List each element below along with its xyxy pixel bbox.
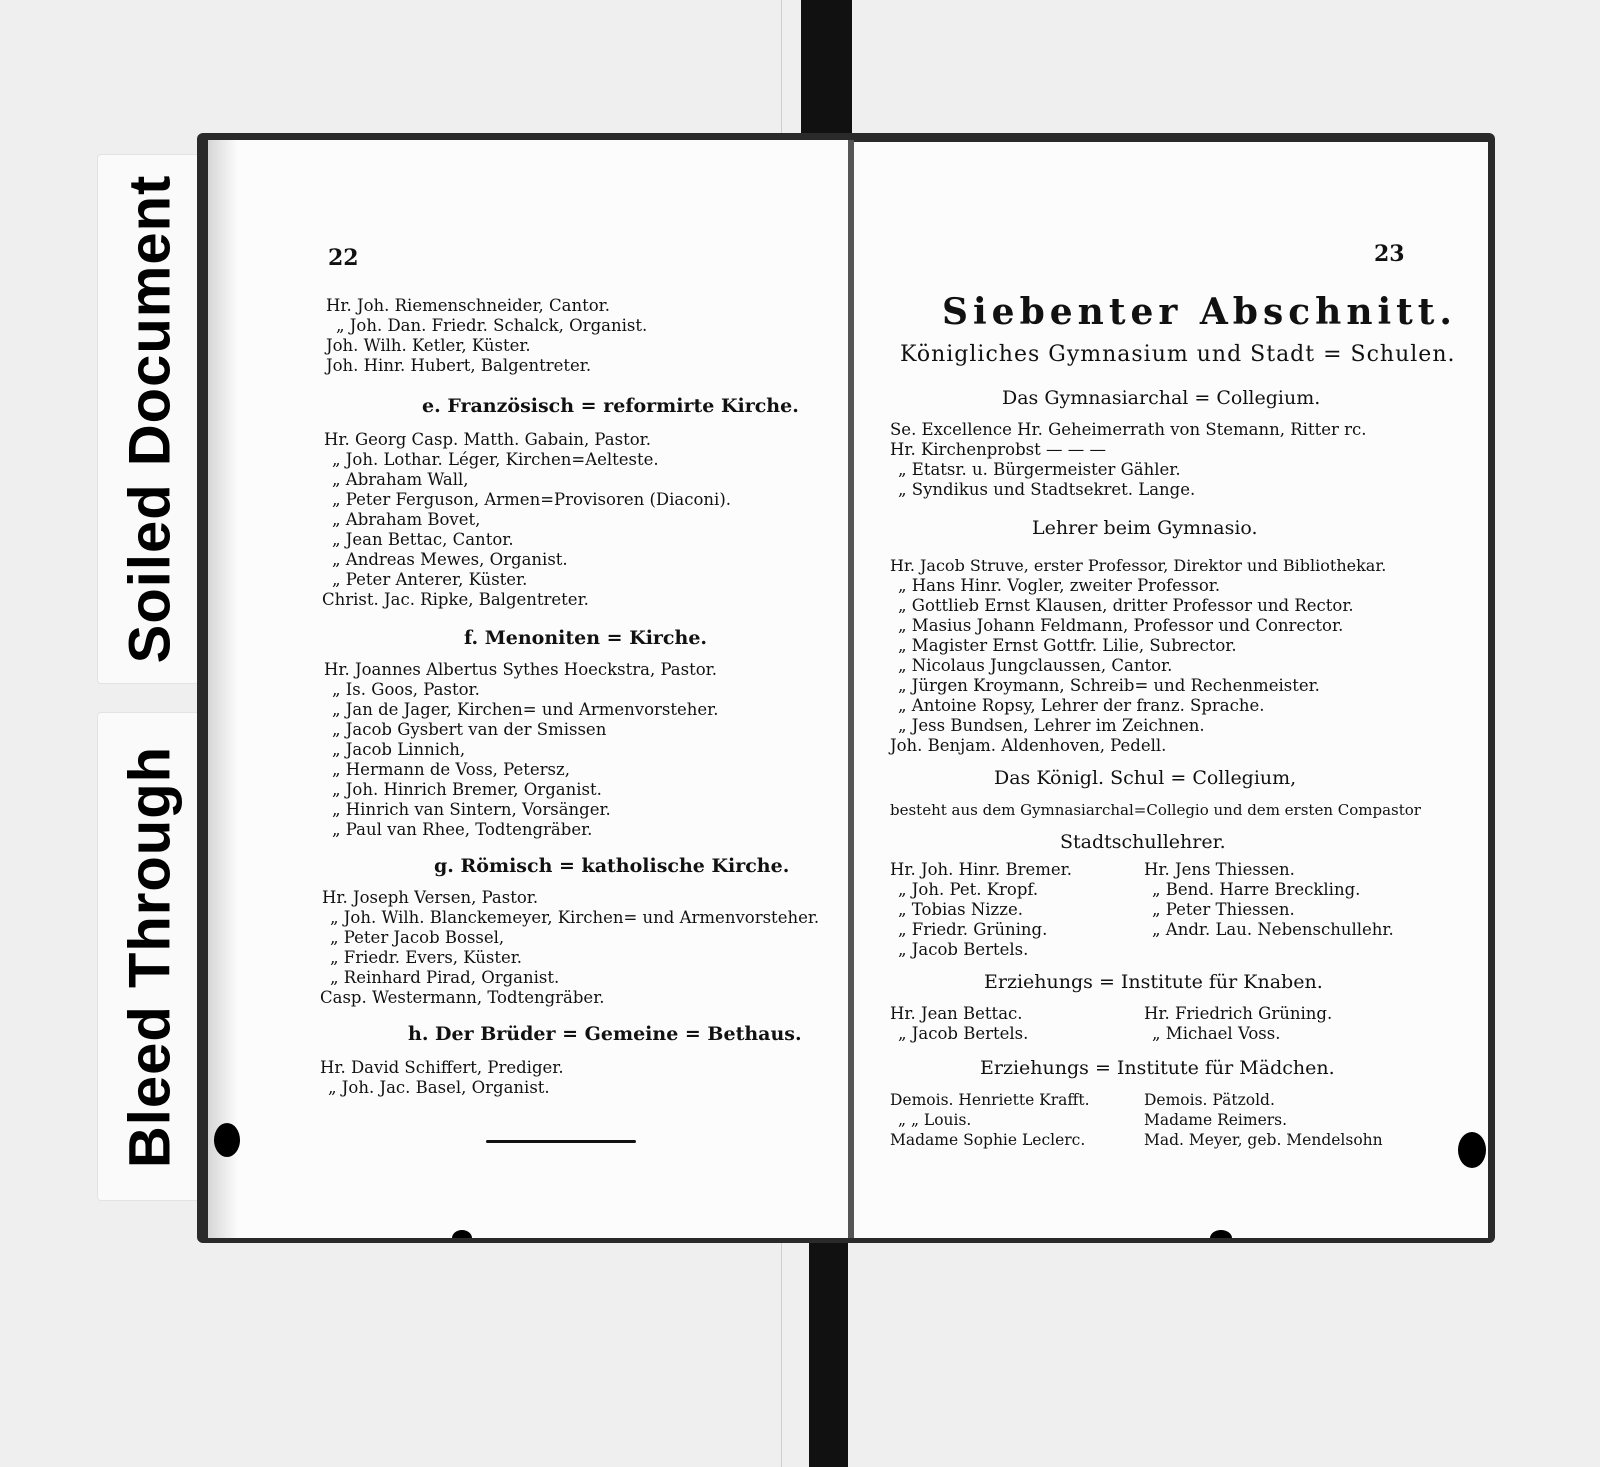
text-line: Hr. Jens Thiessen.: [1144, 860, 1295, 879]
right-page: [854, 142, 1488, 1238]
section-heading: Stadtschullehrer.: [1060, 831, 1226, 853]
text-line: „ Joh. Pet. Kropf.: [898, 880, 1039, 899]
text-line: „ Hinrich van Sintern, Vorsänger.: [332, 800, 611, 819]
section-heading: h. Der Brüder = Gemeine = Bethaus.: [408, 1023, 802, 1045]
section-heading: g. Römisch = katholische Kirche.: [434, 855, 790, 877]
text-line: „ Tobias Nizze.: [898, 900, 1023, 919]
text-line: Demois. Henriette Krafft.: [890, 1091, 1090, 1109]
text-line: „ Is. Goos, Pastor.: [332, 680, 480, 699]
section-heading: Erziehungs = Institute für Knaben.: [984, 971, 1323, 993]
label-soiled-text: Soiled Document: [117, 174, 183, 664]
text-line: „ Jean Bettac, Cantor.: [332, 530, 514, 549]
text-line: „ Jürgen Kroymann, Schreib= und Rechenmeister.: [898, 676, 1320, 695]
section-heading: e. Französisch = reformirte Kirche.: [422, 395, 799, 417]
text-line: „ Jacob Bertels.: [898, 940, 1029, 959]
chapter-subtitle: Königliches Gymnasium und Stadt = Schulen.: [900, 342, 1456, 367]
ink-blot: [452, 1230, 472, 1238]
text-line: Hr. David Schiffert, Prediger.: [320, 1058, 564, 1077]
text-line: „ Abraham Bovet,: [332, 510, 481, 529]
text-line: Hr. Joh. Riemenschneider, Cantor.: [326, 296, 610, 315]
text-line: Demois. Pätzold.: [1144, 1091, 1275, 1109]
text-line: „ Joh. Wilh. Blanckemeyer, Kirchen= und Armenvorsteher.: [330, 908, 820, 927]
text-line: Christ. Jac. Ripke, Balgentreter.: [322, 590, 589, 609]
section-heading: Das Königl. Schul = Collegium,: [994, 767, 1297, 789]
text-line: „ Jacob Bertels.: [898, 1024, 1029, 1043]
text-line: Hr. Joseph Versen, Pastor.: [322, 888, 539, 907]
text-line: „ Nicolaus Jungclaussen, Cantor.: [898, 656, 1173, 675]
page-number: 23: [1374, 241, 1405, 267]
text-line: „ Abraham Wall,: [332, 470, 469, 489]
text-line: „ Jan de Jager, Kirchen= und Armenvorsteher.: [332, 700, 719, 719]
text-line: Joh. Hinr. Hubert, Balgentreter.: [326, 356, 592, 375]
text-line: Hr. Friedrich Grüning.: [1144, 1004, 1333, 1023]
text-line: „ Joh. Hinrich Bremer, Organist.: [332, 780, 602, 799]
text-line: Casp. Westermann, Todtengräber.: [320, 988, 605, 1007]
binding-strip-bottom: [809, 1238, 848, 1467]
section-heading: Erziehungs = Institute für Mädchen.: [980, 1057, 1335, 1079]
chapter-title: Siebenter Abschnitt.: [942, 291, 1457, 333]
text-line: „ Peter Thiessen.: [1152, 900, 1295, 919]
text-line: „ Bend. Harre Breckling.: [1152, 880, 1361, 899]
text-line: „ Peter Ferguson, Armen=Provisoren (Diaconi).: [332, 490, 732, 509]
text-line: Se. Excellence Hr. Geheimerrath von Stemann, Ritter rc.: [890, 420, 1367, 439]
text-line: „ Etatsr. u. Bürgermeister Gähler.: [898, 460, 1181, 479]
ink-blot: [1458, 1132, 1486, 1168]
text-line: „ Syndikus und Stadtsekret. Lange.: [898, 480, 1196, 499]
ink-blot: [1210, 1230, 1232, 1238]
text-line: „ Paul van Rhee, Todtengräber.: [332, 820, 593, 839]
text-line: Hr. Jacob Struve, erster Professor, Direktor und Bibliothekar.: [890, 556, 1387, 575]
text-line: besteht aus dem Gymnasiarchal=Collegio und dem ersten Compastor: [890, 801, 1421, 819]
text-line: Mad. Meyer, geb. Mendelsohn: [1144, 1131, 1383, 1149]
section-heading: Lehrer beim Gymnasio.: [1032, 517, 1258, 539]
text-line: „ Joh. Jac. Basel, Organist.: [328, 1078, 550, 1097]
section-heading: f. Menoniten = Kirche.: [464, 627, 708, 649]
text-line: „ Gottlieb Ernst Klausen, dritter Professor und Rector.: [898, 596, 1354, 615]
text-line: „ Jess Bundsen, Lehrer im Zeichnen.: [898, 716, 1205, 735]
text-line: „ Peter Jacob Bossel,: [330, 928, 505, 947]
page-number: 22: [328, 245, 359, 271]
label-soiled-document: [98, 155, 202, 683]
text-line: Hr. Joannes Albertus Sythes Hoeckstra, Pastor.: [324, 660, 717, 679]
text-line: Joh. Benjam. Aldenhoven, Pedell.: [890, 736, 1167, 755]
text-line: „ „ Louis.: [898, 1111, 972, 1129]
text-line: „ Hans Hinr. Vogler, zweiter Professor.: [898, 576, 1221, 595]
text-line: Madame Reimers.: [1144, 1111, 1288, 1129]
text-line: Madame Sophie Leclerc.: [890, 1131, 1086, 1149]
text-line: „ Hermann de Voss, Petersz,: [332, 760, 570, 779]
text-line: „ Jacob Linnich,: [332, 740, 466, 759]
text-line: „ Joh. Lothar. Léger, Kirchen=Aelteste.: [332, 450, 659, 469]
ink-blot: [214, 1123, 240, 1157]
text-line: Hr. Kirchenprobst — — —: [890, 440, 1106, 459]
text-line: „ Andr. Lau. Nebenschullehr.: [1152, 920, 1394, 939]
text-line: „ Antoine Ropsy, Lehrer der franz. Sprache.: [898, 696, 1265, 715]
left-page: [208, 140, 848, 1238]
text-line: „ Friedr. Evers, Küster.: [330, 948, 523, 967]
label-bleed-through: [98, 713, 202, 1200]
text-line: „ Magister Ernst Gottfr. Lilie, Subrector.: [898, 636, 1237, 655]
page-edge-shadow: [208, 140, 238, 1238]
text-line: „ Peter Anterer, Küster.: [332, 570, 528, 589]
binding-strip-top: [801, 0, 852, 148]
text-line: „ Masius Johann Feldmann, Professor und Conrector.: [898, 616, 1344, 635]
end-rule: [486, 1140, 636, 1143]
text-line: Hr. Jean Bettac.: [890, 1004, 1023, 1023]
text-line: Joh. Wilh. Ketler, Küster.: [326, 336, 531, 355]
text-line: „ Michael Voss.: [1152, 1024, 1281, 1043]
text-line: „ Jacob Gysbert van der Smissen: [332, 720, 607, 739]
text-line: Hr. Georg Casp. Matth. Gabain, Pastor.: [324, 430, 651, 449]
text-line: „ Andreas Mewes, Organist.: [332, 550, 568, 569]
text-line: „ Friedr. Grüning.: [898, 920, 1048, 939]
text-line: Hr. Joh. Hinr. Bremer.: [890, 860, 1072, 879]
text-line: „ Joh. Dan. Friedr. Schalck, Organist.: [336, 316, 648, 335]
section-heading: Das Gymnasiarchal = Collegium.: [1002, 387, 1321, 409]
label-bleed-text: Bleed Through: [117, 745, 183, 1168]
text-line: „ Reinhard Pirad, Organist.: [330, 968, 560, 987]
